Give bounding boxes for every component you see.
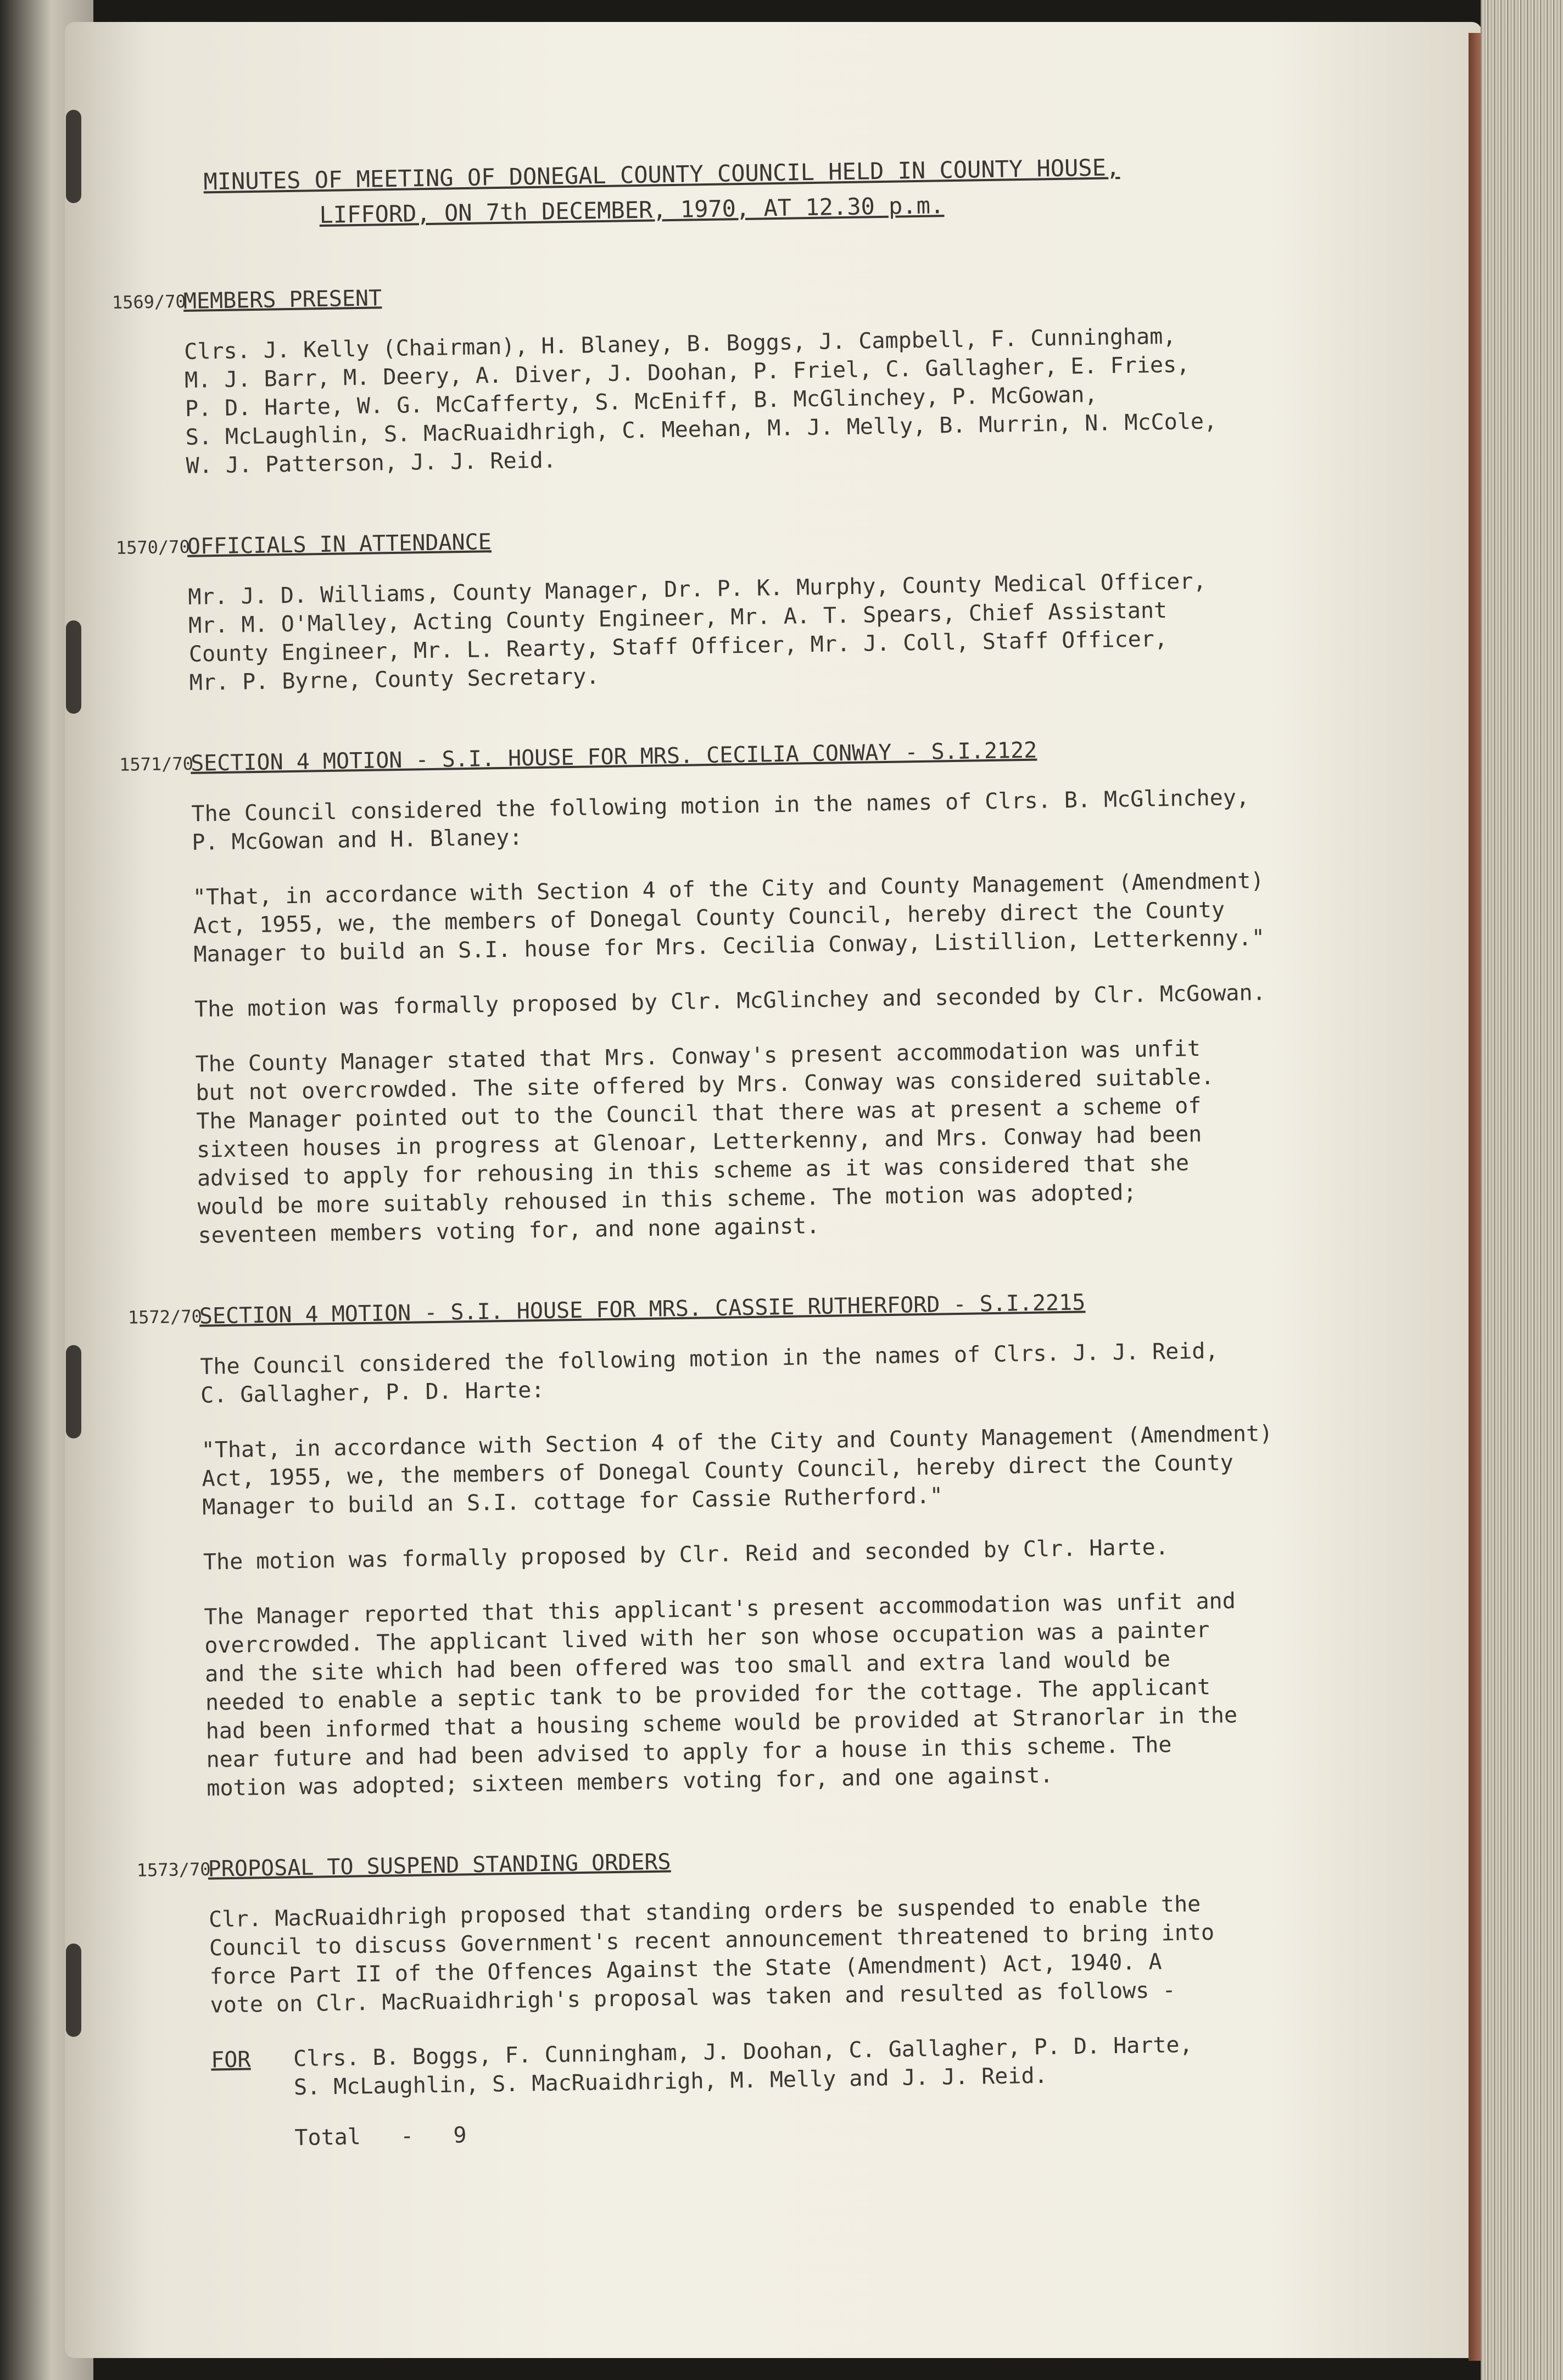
section-paragraph: The Council considered the following motion in the names of Clrs. B. McGlinchey, P. McGowan and H. Blaney: <box>191 785 1250 855</box>
minutes-content <box>111 146 1399 2153</box>
motion-text: "That, in accordance with Section 4 of the City and County Management (Amendment) Act, 1955, we, the members of Donegal County Council, hereby direct the County Manager to build an S.I. cottage for Cassie Rutherford." <box>201 1421 1273 1520</box>
section-heading: SECTION 4 MOTION - S.I. HOUSE FOR MRS. CASSIE RUTHERFORD - S.I.2215 <box>199 1290 1086 1329</box>
section-paragraph: The Manager reported that this applicant's present accommodation was unfit and overcrowded. The applicant lived with her son whose occupation was a painter and the site which had been offered was too small and extra land would be needed to enable a septic tank to be provided for the cottage. The applicant had been informed that a housing scheme would be provided at Stranorlar in the near future and had been advised to apply for a house in this scheme. The motion was adopted; sixteen members voting for, and one against. <box>204 1588 1238 1801</box>
section-heading: OFFICIALS IN ATTENDANCE <box>187 529 492 559</box>
binder-hole <box>66 620 81 714</box>
minute-number: 1571/70 <box>119 753 194 775</box>
minute-number: 1573/70 <box>136 1858 211 1881</box>
vote-for-names: Clrs. B. Boggs, F. Cunningham, J. Doohan, C. Gallagher, P. D. Harte, S. McLaughlin, S. MacRuaidhrigh, M. Melly and J. J. Reid. <box>293 2032 1193 2101</box>
vote-for-label: FOR <box>210 2047 251 2073</box>
section-members-present <box>111 268 1372 480</box>
section-rutherford-motion <box>127 1284 1393 1803</box>
stacked-page-edges <box>1481 0 1563 2380</box>
section-paragraph: The County Manager stated that Mrs. Conway's present accommodation was unfit but not overcrowded. The site offered by Mrs. Conway was considered suitable. The Manager pointed out to the Council that there was at present a scheme of sixteen houses in progress at Glenoar, Letterkenny, and Mrs. Conway had been advised to apply for rehousing in this scheme as it was considered that she would be more suitably rehoused in this scheme. The motion was adopted; seventeen members voting for, and none against. <box>195 1036 1215 1248</box>
title-line-2: LIFFORD, ON 7th DECEMBER, 1970, AT 12.30 p.m. <box>319 192 945 229</box>
section-paragraph: Clr. MacRuaidhrigh proposed that standing orders be suspended to enable the Council to discuss Government's recent announcement threatened to bring into force Part II of the Offences Against the State (Amendment) Act, 1940. A vote on Clr. MacRuaidhrigh's proposal was taken and resulted as follows - <box>208 1891 1215 2018</box>
section-officials <box>115 514 1376 697</box>
section-paragraph: Mr. J. D. Williams, County Manager, Dr. P. K. Murphy, County Medical Officer, Mr. M. O'Malley, Acting County Engineer, Mr. A. T. Spears, Chief Assistant County Engineer, Mr. L. Rearty, Staff Officer, Mr. J. Coll, Staff Officer, Mr. P. Byrne, County Secretary. <box>188 568 1207 696</box>
binder-hole <box>66 1345 81 1438</box>
minute-number: 1569/70 <box>111 290 187 313</box>
section-paragraph: The Council considered the following motion in the names of Clrs. J. J. Reid, C. Gallagher, P. D. Harte: <box>200 1338 1219 1408</box>
section-heading: PROPOSAL TO SUSPEND STANDING ORDERS <box>208 1849 671 1882</box>
total-dash: - <box>400 2123 414 2149</box>
section-heading: SECTION 4 MOTION - S.I. HOUSE FOR MRS. CECILIA CONWAY - S.I.2122 <box>190 737 1037 776</box>
binding-edge <box>1469 33 1481 2361</box>
minute-number: 1570/70 <box>115 536 191 558</box>
section-heading: MEMBERS PRESENT <box>183 285 382 314</box>
binder-hole <box>66 110 81 203</box>
vote-for-row <box>211 2028 1398 2103</box>
motion-text: "That, in accordance with Section 4 of the City and County Management (Amendment) Act, 1955, we, the members of Donegal County Council, hereby direct the County Manager to build an S.I. house for Mrs. Cecilia Conway, Listillion, Letterkenny." <box>192 868 1265 967</box>
title-line-1: MINUTES OF MEETING OF DONEGAL COUNTY COUNCIL HELD IN COUNTY HOUSE, <box>203 154 1120 195</box>
total-label: Total <box>294 2124 361 2151</box>
section-paragraph: The motion was formally proposed by Clr. Reid and seconded by Clr. Harte. <box>203 1535 1169 1575</box>
minute-number: 1572/70 <box>127 1306 203 1328</box>
section-paragraph: The motion was formally proposed by Clr. McGlinchey and seconded by Clr. McGowan. <box>194 980 1266 1022</box>
section-standing-orders <box>136 1836 1398 2154</box>
total-value: 9 <box>453 2123 467 2148</box>
section-paragraph: Clrs. J. Kelly (Chairman), H. Blaney, B. Boggs, J. Campbell, F. Cunningham, M. J. Barr, M. Deery, A. Diver, J. Doohan, P. Friel, C. Gallagher, E. Fries, P. D. Harte, W. G. McCafferty, S. McEniff, B. McGlinchey, P. McGowan, S. McLaughlin, S. MacRuaidhrigh, C. Meehan, M. J. Melly, B. Murrin, N. McCole, W. J. Patterson, J. J. Reid. <box>183 323 1218 479</box>
binder-hole <box>66 1944 81 2037</box>
section-conway-motion <box>119 731 1385 1250</box>
